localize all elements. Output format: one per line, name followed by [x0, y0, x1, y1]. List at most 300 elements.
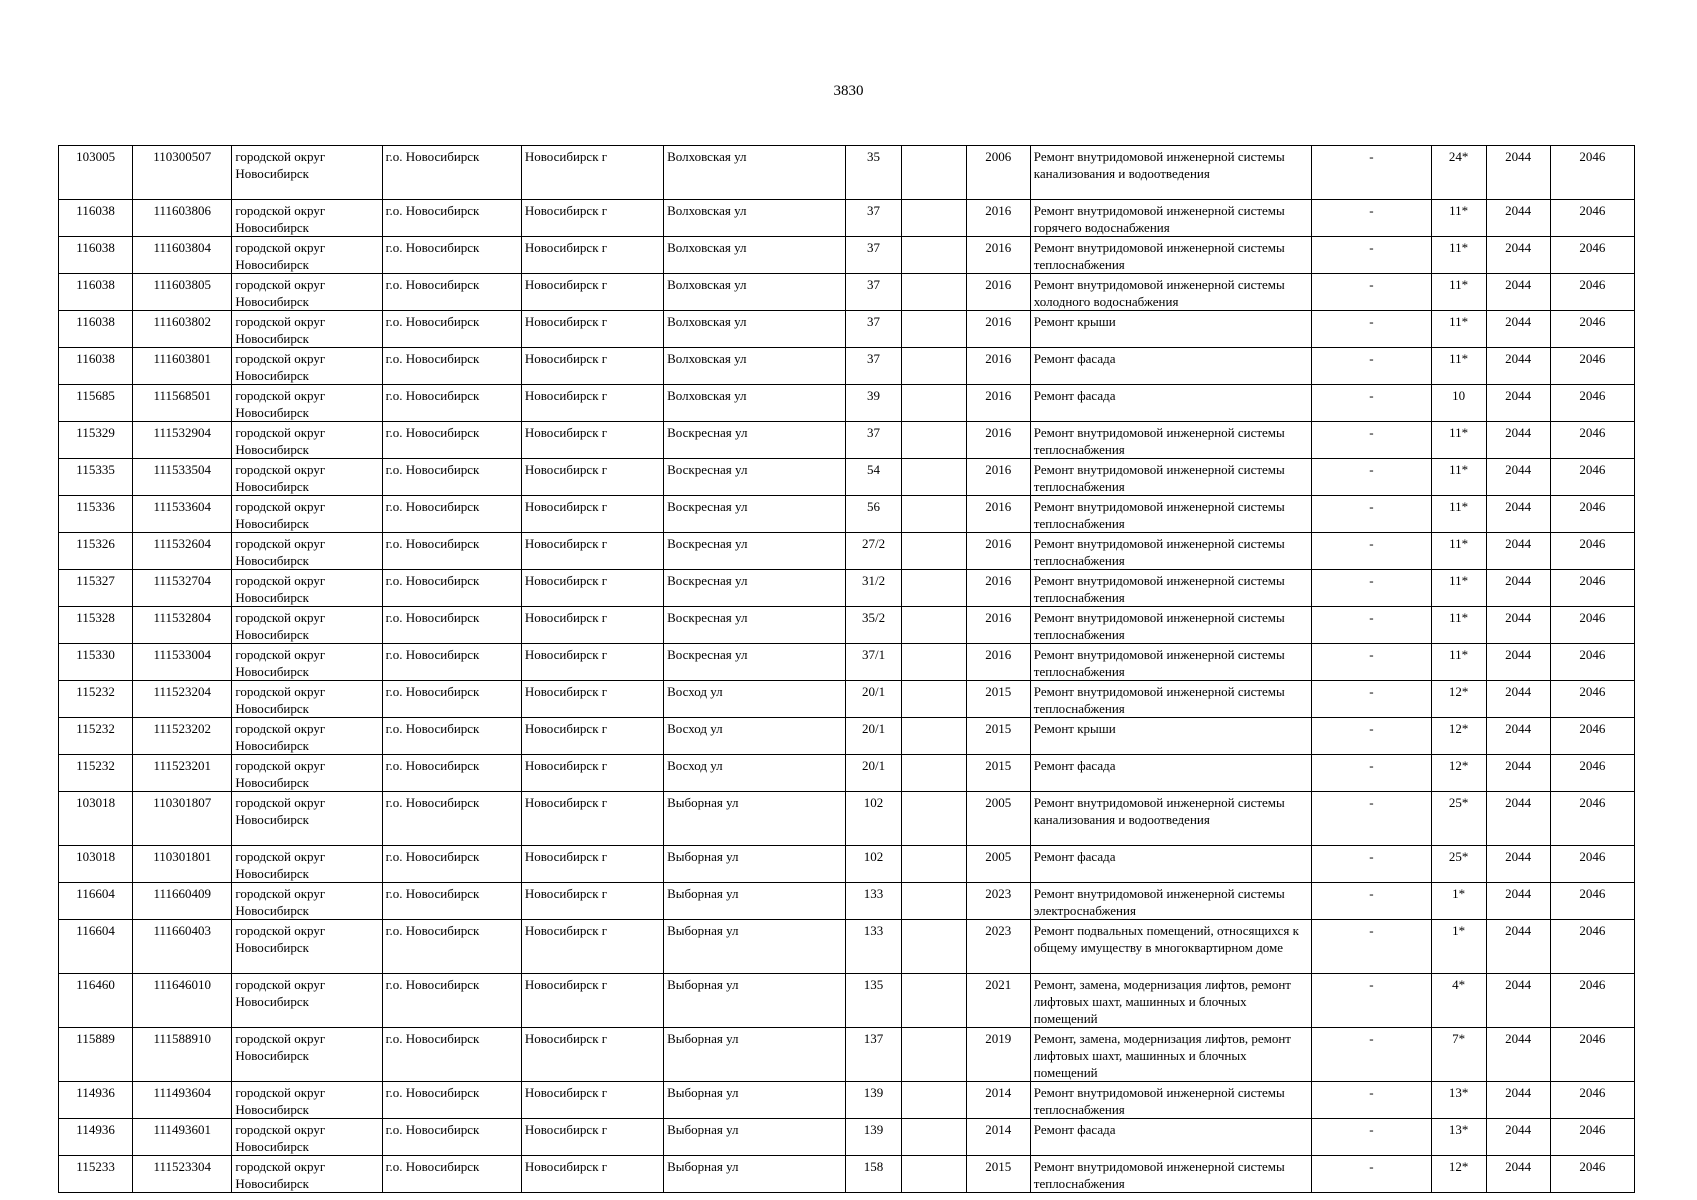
- cell-street: Воскресная ул: [664, 607, 846, 644]
- cell-municipality: городской округ Новосибирск: [232, 496, 382, 533]
- cell-work-id: 111603806: [133, 200, 232, 237]
- cell-building: [901, 533, 966, 570]
- cell-municipal-district: г.о. Новосибирск: [382, 792, 521, 846]
- cell-municipality: городской округ Новосибирск: [232, 1156, 382, 1193]
- cell-end-year: 2046: [1550, 570, 1634, 607]
- cell-locality: Новосибирск г: [521, 570, 663, 607]
- cell-municipality: городской округ Новосибирск: [232, 274, 382, 311]
- cell-house-id: 116604: [59, 920, 133, 974]
- cell-street: Волховская ул: [664, 146, 846, 200]
- cell-category: -: [1312, 718, 1431, 755]
- cell-street: Выборная ул: [664, 1156, 846, 1193]
- cell-municipal-district: г.о. Новосибирск: [382, 607, 521, 644]
- cell-deadline: 12*: [1431, 718, 1486, 755]
- cell-deadline: 25*: [1431, 846, 1486, 883]
- cell-category: -: [1312, 1028, 1431, 1082]
- table-row: [59, 385, 1635, 422]
- cell-municipal-district: г.о. Новосибирск: [382, 237, 521, 274]
- cell-municipal-district: г.о. Новосибирск: [382, 570, 521, 607]
- cell-year-built: 2021: [966, 974, 1030, 1028]
- cell-locality: Новосибирск г: [521, 718, 663, 755]
- cell-locality: Новосибирск г: [521, 644, 663, 681]
- cell-year-built: 2016: [966, 607, 1030, 644]
- cell-end-year: 2046: [1550, 607, 1634, 644]
- cell-municipal-district: г.о. Новосибирск: [382, 681, 521, 718]
- table-row: [59, 274, 1635, 311]
- cell-work-type: Ремонт крыши: [1030, 718, 1312, 755]
- cell-house-number: 27/2: [846, 533, 901, 570]
- cell-year-built: 2023: [966, 883, 1030, 920]
- cell-house-number: 37: [846, 274, 901, 311]
- cell-start-year: 2044: [1486, 385, 1550, 422]
- cell-municipal-district: г.о. Новосибирск: [382, 496, 521, 533]
- cell-municipality: городской округ Новосибирск: [232, 1082, 382, 1119]
- cell-category: -: [1312, 237, 1431, 274]
- cell-work-type: Ремонт, замена, модернизация лифтов, ремонт лифтовых шахт, машинных и блочных помещений: [1030, 974, 1312, 1028]
- cell-work-type: Ремонт внутридомовой инженерной системы электроснабжения: [1030, 883, 1312, 920]
- cell-street: Восход ул: [664, 681, 846, 718]
- cell-deadline: 10: [1431, 385, 1486, 422]
- cell-start-year: 2044: [1486, 237, 1550, 274]
- cell-house-number: 139: [846, 1082, 901, 1119]
- cell-locality: Новосибирск г: [521, 846, 663, 883]
- cell-deadline: 12*: [1431, 1156, 1486, 1193]
- cell-building: [901, 974, 966, 1028]
- cell-house-id: 115232: [59, 681, 133, 718]
- cell-deadline: 11*: [1431, 274, 1486, 311]
- cell-house-id: 116038: [59, 200, 133, 237]
- cell-locality: Новосибирск г: [521, 348, 663, 385]
- cell-work-type: Ремонт внутридомовой инженерной системы теплоснабжения: [1030, 533, 1312, 570]
- cell-house-id: 115328: [59, 607, 133, 644]
- cell-start-year: 2044: [1486, 570, 1550, 607]
- cell-category: -: [1312, 846, 1431, 883]
- cell-street: Выборная ул: [664, 1082, 846, 1119]
- cell-end-year: 2046: [1550, 644, 1634, 681]
- table-row: [59, 792, 1635, 846]
- cell-year-built: 2019: [966, 1028, 1030, 1082]
- cell-category: -: [1312, 200, 1431, 237]
- table-row: [59, 146, 1635, 200]
- cell-house-id: 115232: [59, 755, 133, 792]
- cell-start-year: 2044: [1486, 1028, 1550, 1082]
- cell-house-id: 103018: [59, 846, 133, 883]
- cell-deadline: 11*: [1431, 348, 1486, 385]
- cell-municipality: городской округ Новосибирск: [232, 570, 382, 607]
- cell-municipal-district: г.о. Новосибирск: [382, 846, 521, 883]
- cell-end-year: 2046: [1550, 755, 1634, 792]
- cell-house-number: 37: [846, 237, 901, 274]
- table-row: [59, 974, 1635, 1028]
- cell-house-number: 35: [846, 146, 901, 200]
- cell-category: -: [1312, 422, 1431, 459]
- cell-deadline: 25*: [1431, 792, 1486, 846]
- cell-year-built: 2014: [966, 1119, 1030, 1156]
- cell-start-year: 2044: [1486, 718, 1550, 755]
- cell-start-year: 2044: [1486, 496, 1550, 533]
- cell-municipal-district: г.о. Новосибирск: [382, 718, 521, 755]
- cell-house-id: 116460: [59, 974, 133, 1028]
- cell-locality: Новосибирск г: [521, 1082, 663, 1119]
- cell-end-year: 2046: [1550, 920, 1634, 974]
- cell-locality: Новосибирск г: [521, 533, 663, 570]
- cell-street: Воскресная ул: [664, 496, 846, 533]
- table-row: [59, 200, 1635, 237]
- cell-year-built: 2005: [966, 792, 1030, 846]
- cell-year-built: 2016: [966, 348, 1030, 385]
- cell-work-type: Ремонт фасада: [1030, 1119, 1312, 1156]
- cell-street: Выборная ул: [664, 1028, 846, 1082]
- table-row: [59, 237, 1635, 274]
- cell-municipality: городской округ Новосибирск: [232, 792, 382, 846]
- table-row: [59, 348, 1635, 385]
- cell-building: [901, 846, 966, 883]
- cell-locality: Новосибирск г: [521, 496, 663, 533]
- cell-start-year: 2044: [1486, 920, 1550, 974]
- cell-deadline: 1*: [1431, 883, 1486, 920]
- cell-house-number: 39: [846, 385, 901, 422]
- cell-category: -: [1312, 311, 1431, 348]
- cell-year-built: 2016: [966, 237, 1030, 274]
- cell-municipal-district: г.о. Новосибирск: [382, 1028, 521, 1082]
- cell-deadline: 11*: [1431, 533, 1486, 570]
- cell-municipal-district: г.о. Новосибирск: [382, 644, 521, 681]
- table-row: [59, 459, 1635, 496]
- cell-municipality: городской округ Новосибирск: [232, 200, 382, 237]
- cell-municipal-district: г.о. Новосибирск: [382, 422, 521, 459]
- cell-building: [901, 459, 966, 496]
- cell-locality: Новосибирск г: [521, 1156, 663, 1193]
- cell-municipality: городской округ Новосибирск: [232, 237, 382, 274]
- cell-year-built: 2016: [966, 644, 1030, 681]
- cell-locality: Новосибирск г: [521, 1119, 663, 1156]
- cell-end-year: 2046: [1550, 681, 1634, 718]
- cell-work-id: 111603805: [133, 274, 232, 311]
- cell-deadline: 1*: [1431, 920, 1486, 974]
- cell-building: [901, 200, 966, 237]
- cell-category: -: [1312, 644, 1431, 681]
- cell-municipal-district: г.о. Новосибирск: [382, 1156, 521, 1193]
- cell-start-year: 2044: [1486, 200, 1550, 237]
- cell-work-id: 111532604: [133, 533, 232, 570]
- cell-category: -: [1312, 570, 1431, 607]
- table-row: [59, 311, 1635, 348]
- cell-work-type: Ремонт фасада: [1030, 846, 1312, 883]
- cell-work-type: Ремонт крыши: [1030, 311, 1312, 348]
- table-row: [59, 883, 1635, 920]
- cell-work-type: Ремонт внутридомовой инженерной системы холодного водоснабжения: [1030, 274, 1312, 311]
- cell-category: -: [1312, 883, 1431, 920]
- cell-category: -: [1312, 533, 1431, 570]
- cell-municipal-district: г.о. Новосибирск: [382, 920, 521, 974]
- cell-deadline: 11*: [1431, 644, 1486, 681]
- cell-municipality: городской округ Новосибирск: [232, 607, 382, 644]
- registry-body: [59, 146, 1635, 1193]
- cell-end-year: 2046: [1550, 1028, 1634, 1082]
- cell-municipal-district: г.о. Новосибирск: [382, 533, 521, 570]
- cell-house-number: 133: [846, 920, 901, 974]
- cell-end-year: 2046: [1550, 274, 1634, 311]
- cell-start-year: 2044: [1486, 883, 1550, 920]
- cell-work-id: 111660409: [133, 883, 232, 920]
- cell-year-built: 2015: [966, 1156, 1030, 1193]
- cell-work-id: 111533604: [133, 496, 232, 533]
- cell-end-year: 2046: [1550, 496, 1634, 533]
- cell-end-year: 2046: [1550, 1082, 1634, 1119]
- cell-house-number: 102: [846, 846, 901, 883]
- cell-locality: Новосибирск г: [521, 755, 663, 792]
- cell-municipal-district: г.о. Новосибирск: [382, 883, 521, 920]
- cell-category: -: [1312, 920, 1431, 974]
- cell-year-built: 2014: [966, 1082, 1030, 1119]
- cell-building: [901, 883, 966, 920]
- table-row: [59, 755, 1635, 792]
- cell-street: Восход ул: [664, 755, 846, 792]
- cell-end-year: 2046: [1550, 883, 1634, 920]
- cell-category: -: [1312, 974, 1431, 1028]
- cell-work-type: Ремонт внутридомовой инженерной системы теплоснабжения: [1030, 644, 1312, 681]
- cell-house-number: 56: [846, 496, 901, 533]
- cell-municipal-district: г.о. Новосибирск: [382, 755, 521, 792]
- cell-deadline: 11*: [1431, 311, 1486, 348]
- cell-municipality: городской округ Новосибирск: [232, 1119, 382, 1156]
- cell-locality: Новосибирск г: [521, 385, 663, 422]
- cell-street: Восход ул: [664, 718, 846, 755]
- cell-year-built: 2016: [966, 311, 1030, 348]
- cell-deadline: 11*: [1431, 607, 1486, 644]
- cell-locality: Новосибирск г: [521, 974, 663, 1028]
- table-row: [59, 1156, 1635, 1193]
- cell-house-number: 37: [846, 311, 901, 348]
- cell-building: [901, 1156, 966, 1193]
- table-row: [59, 1028, 1635, 1082]
- cell-work-type: Ремонт фасада: [1030, 348, 1312, 385]
- cell-end-year: 2046: [1550, 200, 1634, 237]
- cell-work-id: 110301807: [133, 792, 232, 846]
- cell-start-year: 2044: [1486, 311, 1550, 348]
- cell-house-number: 37: [846, 422, 901, 459]
- cell-municipality: городской округ Новосибирск: [232, 422, 382, 459]
- cell-house-id: 115889: [59, 1028, 133, 1082]
- cell-house-number: 137: [846, 1028, 901, 1082]
- cell-locality: Новосибирск г: [521, 274, 663, 311]
- cell-house-number: 133: [846, 883, 901, 920]
- cell-street: Воскресная ул: [664, 459, 846, 496]
- cell-street: Волховская ул: [664, 348, 846, 385]
- cell-work-type: Ремонт внутридомовой инженерной системы теплоснабжения: [1030, 607, 1312, 644]
- cell-building: [901, 496, 966, 533]
- cell-street: Волховская ул: [664, 237, 846, 274]
- cell-municipality: городской округ Новосибирск: [232, 311, 382, 348]
- cell-deadline: 7*: [1431, 1028, 1486, 1082]
- page-number: 3830: [833, 83, 864, 99]
- cell-house-id: 116038: [59, 274, 133, 311]
- cell-house-id: 115329: [59, 422, 133, 459]
- cell-street: Выборная ул: [664, 1119, 846, 1156]
- cell-category: -: [1312, 274, 1431, 311]
- cell-building: [901, 1028, 966, 1082]
- cell-deadline: 13*: [1431, 1119, 1486, 1156]
- cell-street: Выборная ул: [664, 883, 846, 920]
- cell-house-id: 114936: [59, 1119, 133, 1156]
- table-row: [59, 718, 1635, 755]
- cell-municipality: городской округ Новосибирск: [232, 348, 382, 385]
- cell-work-id: 111533004: [133, 644, 232, 681]
- cell-work-id: 111532704: [133, 570, 232, 607]
- table-row: [59, 496, 1635, 533]
- table-row: [59, 1082, 1635, 1119]
- cell-category: -: [1312, 496, 1431, 533]
- cell-end-year: 2046: [1550, 385, 1634, 422]
- cell-deadline: 24*: [1431, 146, 1486, 200]
- cell-building: [901, 422, 966, 459]
- cell-house-id: 115232: [59, 718, 133, 755]
- table-row: [59, 533, 1635, 570]
- cell-year-built: 2015: [966, 755, 1030, 792]
- cell-work-id: 111588910: [133, 1028, 232, 1082]
- cell-street: Выборная ул: [664, 846, 846, 883]
- cell-locality: Новосибирск г: [521, 883, 663, 920]
- cell-work-id: 111493604: [133, 1082, 232, 1119]
- cell-start-year: 2044: [1486, 974, 1550, 1028]
- cell-deadline: 11*: [1431, 422, 1486, 459]
- cell-work-type: Ремонт внутридомовой инженерной системы теплоснабжения: [1030, 459, 1312, 496]
- cell-work-type: Ремонт внутридомовой инженерной системы канализования и водоотведения: [1030, 792, 1312, 846]
- cell-house-number: 35/2: [846, 607, 901, 644]
- cell-deadline: 11*: [1431, 237, 1486, 274]
- cell-locality: Новосибирск г: [521, 607, 663, 644]
- cell-house-number: 20/1: [846, 681, 901, 718]
- cell-building: [901, 237, 966, 274]
- cell-municipality: городской округ Новосибирск: [232, 533, 382, 570]
- cell-work-id: 111532904: [133, 422, 232, 459]
- cell-start-year: 2044: [1486, 146, 1550, 200]
- cell-year-built: 2016: [966, 459, 1030, 496]
- cell-category: -: [1312, 607, 1431, 644]
- cell-locality: Новосибирск г: [521, 422, 663, 459]
- cell-building: [901, 792, 966, 846]
- cell-deadline: 11*: [1431, 496, 1486, 533]
- cell-year-built: 2016: [966, 274, 1030, 311]
- cell-municipality: городской округ Новосибирск: [232, 681, 382, 718]
- cell-house-number: 139: [846, 1119, 901, 1156]
- cell-year-built: 2023: [966, 920, 1030, 974]
- cell-end-year: 2046: [1550, 1156, 1634, 1193]
- cell-work-type: Ремонт внутридомовой инженерной системы теплоснабжения: [1030, 1082, 1312, 1119]
- cell-work-type: Ремонт фасада: [1030, 385, 1312, 422]
- cell-work-id: 111523304: [133, 1156, 232, 1193]
- cell-work-id: 111532804: [133, 607, 232, 644]
- cell-end-year: 2046: [1550, 422, 1634, 459]
- cell-end-year: 2046: [1550, 792, 1634, 846]
- cell-category: -: [1312, 1082, 1431, 1119]
- cell-work-type: Ремонт внутридомовой инженерной системы теплоснабжения: [1030, 681, 1312, 718]
- cell-work-id: 110300507: [133, 146, 232, 200]
- cell-work-type: Ремонт внутридомовой инженерной системы теплоснабжения: [1030, 422, 1312, 459]
- cell-building: [901, 607, 966, 644]
- cell-house-id: 116038: [59, 348, 133, 385]
- cell-municipality: городской округ Новосибирск: [232, 644, 382, 681]
- cell-municipality: городской округ Новосибирск: [232, 883, 382, 920]
- cell-end-year: 2046: [1550, 311, 1634, 348]
- cell-locality: Новосибирск г: [521, 459, 663, 496]
- cell-work-type: Ремонт внутридомовой инженерной системы теплоснабжения: [1030, 1156, 1312, 1193]
- cell-building: [901, 385, 966, 422]
- cell-house-id: 114936: [59, 1082, 133, 1119]
- cell-house-id: 103005: [59, 146, 133, 200]
- cell-year-built: 2016: [966, 533, 1030, 570]
- table-row: [59, 422, 1635, 459]
- cell-year-built: 2005: [966, 846, 1030, 883]
- cell-year-built: 2016: [966, 422, 1030, 459]
- registry-table: [58, 145, 1635, 1193]
- cell-house-id: 115233: [59, 1156, 133, 1193]
- cell-year-built: 2016: [966, 570, 1030, 607]
- cell-house-number: 20/1: [846, 718, 901, 755]
- cell-municipal-district: г.о. Новосибирск: [382, 200, 521, 237]
- cell-house-id: 116604: [59, 883, 133, 920]
- cell-street: Выборная ул: [664, 974, 846, 1028]
- cell-locality: Новосибирск г: [521, 681, 663, 718]
- cell-work-id: 111568501: [133, 385, 232, 422]
- cell-work-type: Ремонт внутридомовой инженерной системы канализования и водоотведения: [1030, 146, 1312, 200]
- table-row: [59, 846, 1635, 883]
- cell-house-id: 115327: [59, 570, 133, 607]
- cell-work-type: Ремонт внутридомовой инженерной системы горячего водоснабжения: [1030, 200, 1312, 237]
- cell-municipality: городской округ Новосибирск: [232, 755, 382, 792]
- cell-end-year: 2046: [1550, 348, 1634, 385]
- cell-house-number: 135: [846, 974, 901, 1028]
- cell-year-built: 2015: [966, 681, 1030, 718]
- cell-locality: Новосибирск г: [521, 311, 663, 348]
- cell-work-id: 111603801: [133, 348, 232, 385]
- cell-deadline: 11*: [1431, 459, 1486, 496]
- cell-house-id: 116038: [59, 237, 133, 274]
- cell-end-year: 2046: [1550, 237, 1634, 274]
- cell-municipal-district: г.о. Новосибирск: [382, 348, 521, 385]
- cell-municipal-district: г.о. Новосибирск: [382, 1119, 521, 1156]
- cell-work-id: 111646010: [133, 974, 232, 1028]
- cell-locality: Новосибирск г: [521, 237, 663, 274]
- cell-locality: Новосибирск г: [521, 920, 663, 974]
- cell-building: [901, 570, 966, 607]
- table-row: [59, 920, 1635, 974]
- cell-building: [901, 274, 966, 311]
- cell-work-type: Ремонт внутридомовой инженерной системы теплоснабжения: [1030, 496, 1312, 533]
- cell-year-built: 2016: [966, 496, 1030, 533]
- cell-start-year: 2044: [1486, 607, 1550, 644]
- cell-work-id: 111493601: [133, 1119, 232, 1156]
- cell-building: [901, 755, 966, 792]
- cell-category: -: [1312, 1119, 1431, 1156]
- cell-end-year: 2046: [1550, 718, 1634, 755]
- cell-category: -: [1312, 1156, 1431, 1193]
- cell-building: [901, 920, 966, 974]
- cell-start-year: 2044: [1486, 1082, 1550, 1119]
- cell-street: Волховская ул: [664, 200, 846, 237]
- cell-building: [901, 1082, 966, 1119]
- cell-municipal-district: г.о. Новосибирск: [382, 459, 521, 496]
- cell-locality: Новосибирск г: [521, 1028, 663, 1082]
- cell-work-type: Ремонт фасада: [1030, 755, 1312, 792]
- table-row: [59, 644, 1635, 681]
- cell-locality: Новосибирск г: [521, 200, 663, 237]
- cell-municipal-district: г.о. Новосибирск: [382, 1082, 521, 1119]
- cell-end-year: 2046: [1550, 846, 1634, 883]
- cell-house-number: 158: [846, 1156, 901, 1193]
- cell-street: Волховская ул: [664, 311, 846, 348]
- cell-start-year: 2044: [1486, 846, 1550, 883]
